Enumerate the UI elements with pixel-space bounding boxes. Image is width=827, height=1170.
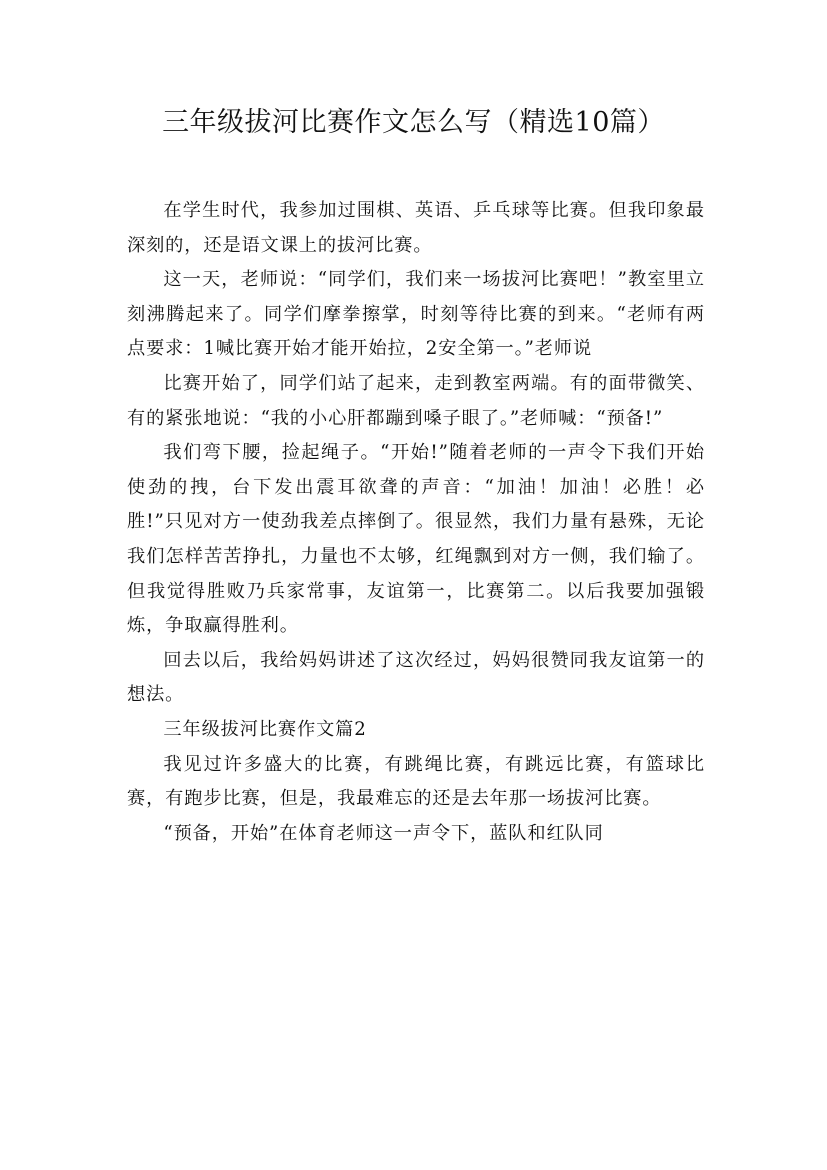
- paragraph-3: 比赛开始了，同学们站了起来，走到教室两端。有的面带微笑、有的紧张地说：“我的小心肝都蹦到嗓子眼了。”老师喊：“预备!”: [127, 372, 705, 429]
- document-body: [127, 194, 705, 851]
- section-heading-2: 三年级拔河比赛作文篇2: [163, 718, 367, 740]
- paragraph-5: 回去以后，我给妈妈讲述了这次经过，妈妈很赞同我友谊第一的想法。: [127, 649, 705, 706]
- paragraph-2: 这一天，老师说：“同学们，我们来一场拔河比赛吧！”教室里立刻沸腾起来了。同学们摩拳擦掌，时刻等待比赛的到来。“老师有两点要求：1喊比赛开始才能开始拉，2安全第一。”老师说: [127, 269, 705, 360]
- paragraph-7: “预备，开始”在体育老师这一声令下，蓝队和红队同: [163, 822, 604, 844]
- document-title: 三年级拔河比赛作文怎么写（精选10篇）: [162, 107, 665, 138]
- paragraph-6: 我见过许多盛大的比赛，有跳绳比赛，有跳远比赛，有篮球比赛，有跑步比赛，但是，我最难忘的还是去年那一场拔河比赛。: [127, 753, 705, 810]
- paragraph-4: 我们弯下腰，捡起绳子。“开始!”随着老师的一声令下我们开始使劲的拽，台下发出震耳欲聋的声音：“加油！加油！必胜！必胜!”只见对方一使劲我差点摔倒了。很显然，我们力量有悬殊，无论我们怎样苦苦挣扎，力量也不太够，红绳飘到对方一侧，我们输了。但我觉得胜败乃兵家常事，友谊第一，比赛第二。以后我要加强锻炼，争取赢得胜利。: [127, 442, 705, 637]
- paragraph-1: 在学生时代，我参加过围棋、英语、乒乓球等比赛。但我印象最深刻的，还是语文课上的拔河比赛。: [127, 200, 705, 256]
